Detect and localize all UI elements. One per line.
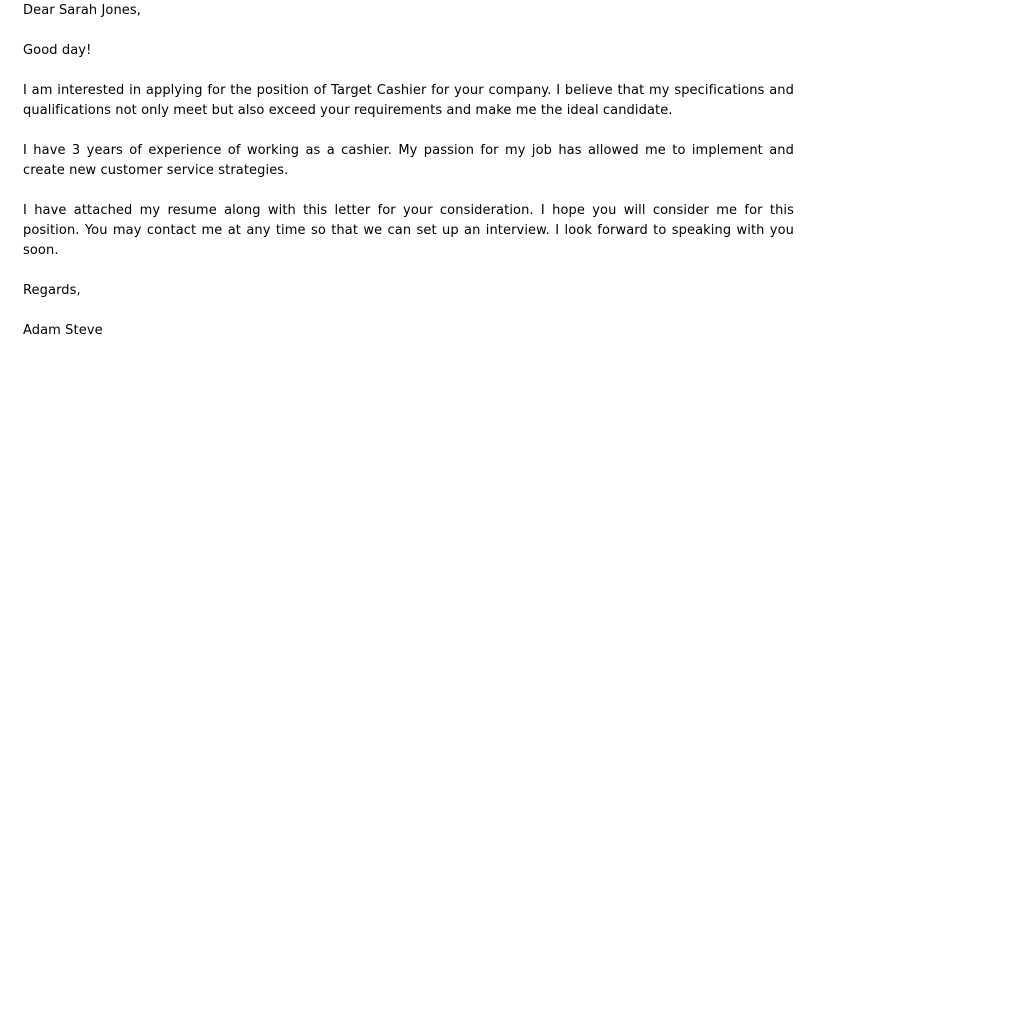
letter-paragraph-closing: I have attached my resume along with this letter for your consideration. I hope you will consider me for this position. You may contact me at any time so that we can set up an interview. I look forward to speaking with you soon.	[23, 203, 794, 258]
letter-signature: Adam Steve	[23, 323, 103, 338]
cover-letter	[23, 1, 794, 361]
letter-paragraph-experience: I have 3 years of experience of working as a cashier. My passion for my job has allowed me to implement and create new customer service strategies.	[23, 143, 794, 178]
letter-paragraph-intro: I am interested in applying for the position of Target Cashier for your company. I believe that my specifications and qualifications not only meet but also exceed your requirements and make me the ideal candidate.	[23, 83, 794, 118]
letter-salutation: Dear Sarah Jones,	[23, 3, 141, 18]
letter-greeting: Good day!	[23, 43, 92, 58]
letter-closing: Regards,	[23, 283, 81, 298]
